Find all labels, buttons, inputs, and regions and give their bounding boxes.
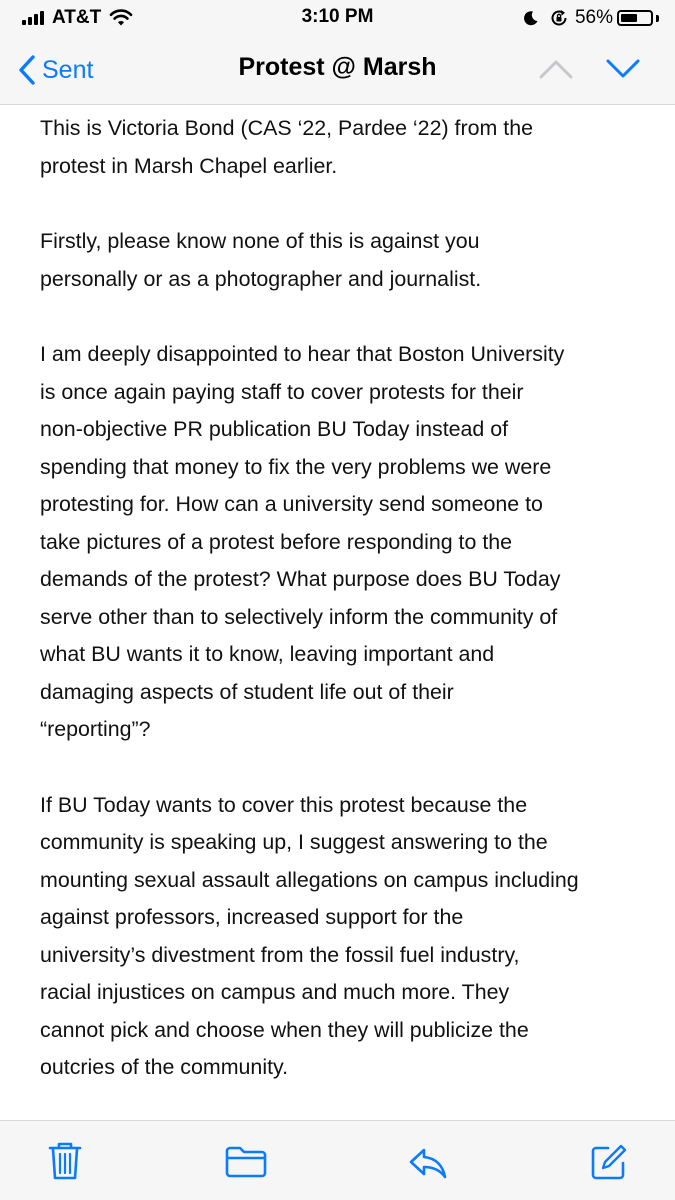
folder-icon[interactable] <box>225 1146 267 1178</box>
battery-tip <box>656 15 659 22</box>
carrier-label: AT&T <box>52 7 102 28</box>
compose-icon[interactable] <box>590 1143 628 1181</box>
message-body <box>40 110 650 1125</box>
trash-icon[interactable] <box>48 1141 82 1181</box>
battery-fill <box>621 14 637 22</box>
message-paragraph: If BU Today wants to cover this protest because the community is speaking up, I suggest answering to the mounting sexual assault allegations on campus including against professors, increased support for the university’s divestment from the fossil fuel industry, racial injustices on campus and much more. They cannot pick and choose when they will publicize the outcries of the community. <box>40 792 579 1079</box>
status-bar <box>0 0 675 36</box>
back-label: Sent <box>42 55 94 84</box>
orientation-lock-icon <box>549 8 569 28</box>
message-paragraph: Firstly, please know none of this is against you personally or as a photographer and journalist. <box>40 229 482 291</box>
status-right <box>523 6 659 30</box>
page-title: Protest @ Marsh <box>238 53 437 81</box>
battery-percent: 56% <box>574 7 613 28</box>
bottom-toolbar <box>0 1120 675 1200</box>
status-time: 3:10 PM <box>301 6 374 27</box>
nav-bar <box>0 36 675 105</box>
moon-icon <box>523 10 539 26</box>
message-paragraph: This is Victoria Bond (CAS ‘22, Pardee ‘22) from the protest in Marsh Chapel earlier. <box>40 116 533 178</box>
message-paragraph: I am deeply disappointed to hear that Boston University is once again paying staff to cover protests for their non-objective PR publication BU Today instead of spending that money to fix the very problems we were protesting for. How can a university send someone to take pictures of a protest before responding to the demands of the protest? What purpose does BU Today serve other than to selectively inform the community of what BU wants it to know, leaving important and damaging aspects of student life out of their “reporting”? <box>40 342 565 741</box>
previous-message-button[interactable] <box>538 58 574 80</box>
reply-icon[interactable] <box>408 1147 448 1179</box>
battery-icon <box>617 10 653 26</box>
next-message-button[interactable] <box>605 58 641 80</box>
